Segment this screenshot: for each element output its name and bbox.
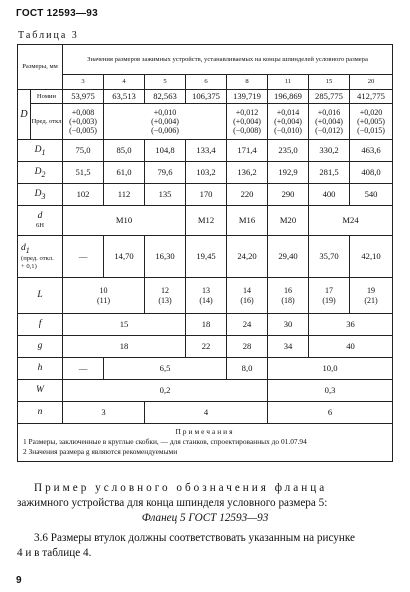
spindle-size: 4 xyxy=(104,75,145,90)
row-label-W: W xyxy=(18,380,63,402)
cell: 29,40 xyxy=(268,236,309,278)
spindle-size: 20 xyxy=(350,75,393,90)
deviation-cell xyxy=(104,104,227,140)
cell: 24,20 xyxy=(227,236,268,278)
dev-upper: +0,008 xyxy=(71,107,95,117)
dev-alt-lower: (−0,008) xyxy=(233,126,261,136)
spindle-size: 3 xyxy=(63,75,104,90)
deviation-cell xyxy=(227,104,268,140)
cell: 14 (16) xyxy=(227,278,268,314)
row-D-nominal xyxy=(18,90,393,104)
spindle-size: 11 xyxy=(268,75,309,90)
cell: 18 xyxy=(186,314,227,336)
row-g xyxy=(18,336,393,358)
cell: 36 xyxy=(309,314,393,336)
spindle-size-row xyxy=(18,75,393,90)
spindle-size: 6 xyxy=(186,75,227,90)
cell: 19 (21) xyxy=(350,278,393,314)
cell: 79,6 xyxy=(145,162,186,184)
note-1: 1 Размеры, заключенные в круглые скобки, — для станков, спроектированных до 01.07.94 xyxy=(23,436,307,446)
cell: 16,30 xyxy=(145,236,186,278)
dev-alt-upper: (+0,004) xyxy=(151,116,179,126)
cell: 6 xyxy=(268,402,393,424)
spindle-size: 8 xyxy=(227,75,268,90)
cell: 106,375 xyxy=(186,90,227,104)
row-label-D1: $D_1$ xyxy=(18,140,63,162)
cell: M16 xyxy=(227,206,268,236)
dev-alt-lower: (−0,010) xyxy=(274,126,302,136)
cell: 235,0 xyxy=(268,140,309,162)
cell: 112 xyxy=(104,184,145,206)
cell: 24 xyxy=(227,314,268,336)
row-D1 xyxy=(18,140,393,162)
cell: 135 xyxy=(145,184,186,206)
cell: 18 xyxy=(63,336,186,358)
row-label-d: d 6H xyxy=(18,206,63,236)
cell: 16 (18) xyxy=(268,278,309,314)
cell: 10,0 xyxy=(268,358,393,380)
cell: — xyxy=(63,236,104,278)
cell: 51,5 xyxy=(63,162,104,184)
table-notes xyxy=(18,424,393,462)
cell: M20 xyxy=(268,206,309,236)
row-W xyxy=(18,380,393,402)
cell: 28 xyxy=(227,336,268,358)
cell: 330,2 xyxy=(309,140,350,162)
cell: 3 xyxy=(63,402,145,424)
cell: 104,8 xyxy=(145,140,186,162)
header-row xyxy=(18,45,393,75)
cell: 408,0 xyxy=(350,162,393,184)
dev-alt-upper: (+0,004) xyxy=(274,116,302,126)
dev-upper: +0,016 xyxy=(317,107,341,117)
row-label-D3: $D_3$ xyxy=(18,184,63,206)
cell: 220 xyxy=(227,184,268,206)
dev-alt-lower: (−0,006) xyxy=(151,126,179,136)
cell: 75,0 xyxy=(63,140,104,162)
cell: M24 xyxy=(309,206,393,236)
row-label-D2: $D_2$ xyxy=(18,162,63,184)
row-f xyxy=(18,314,393,336)
cell: 103,2 xyxy=(186,162,227,184)
deviation-label: Пред. откл xyxy=(31,104,63,140)
cell: 0,2 xyxy=(63,380,268,402)
cell: 412,775 xyxy=(350,90,393,104)
cell: 171,4 xyxy=(227,140,268,162)
dev-upper: +0,012 xyxy=(235,107,259,117)
row-D3 xyxy=(18,184,393,206)
cell: 14,70 xyxy=(104,236,145,278)
notes-row xyxy=(18,424,393,462)
row-d1 xyxy=(18,236,393,278)
row-label-L: L xyxy=(18,278,63,314)
cell: 0,3 xyxy=(268,380,393,402)
row-label-D: D xyxy=(18,90,31,140)
table-caption: Таблица 3 xyxy=(18,30,79,41)
example-text: зажимного устройства для конца шпинделя условного размера 5: xyxy=(17,497,328,509)
cell: 85,0 xyxy=(104,140,145,162)
cell: 15 xyxy=(63,314,186,336)
cell: 6,5 xyxy=(104,358,227,380)
dev-alt-upper: (+0,005) xyxy=(357,116,385,126)
paragraph-3-6-cont: 4 и в таблице 4. xyxy=(17,547,92,559)
row-label-h: h xyxy=(18,358,63,380)
notes-title: Примечания xyxy=(175,427,235,436)
cell: — xyxy=(63,358,104,380)
cell: 400 xyxy=(309,184,350,206)
cell: 170 xyxy=(186,184,227,206)
cell: 61,0 xyxy=(104,162,145,184)
cell: M12 xyxy=(186,206,227,236)
dev-alt-lower: (−0,005) xyxy=(69,126,97,136)
row-label-g: g xyxy=(18,336,63,358)
cell: 12 (13) xyxy=(145,278,186,314)
cell: 63,513 xyxy=(104,90,145,104)
cell: 102 xyxy=(63,184,104,206)
cell: 290 xyxy=(268,184,309,206)
size-header: Размеры, мм xyxy=(18,45,63,90)
cell: 42,10 xyxy=(350,236,393,278)
cell: 463,6 xyxy=(350,140,393,162)
cell: M10 xyxy=(63,206,186,236)
cell: 133,4 xyxy=(186,140,227,162)
cell: 136,2 xyxy=(227,162,268,184)
deviation-cell xyxy=(309,104,350,140)
document-header: ГОСТ 12593—93 xyxy=(16,8,99,19)
dev-upper: +0,020 xyxy=(359,107,383,117)
dev-upper: +0,010 xyxy=(153,107,177,117)
note-2: 2 Значения размера g являются рекомендуемыми xyxy=(23,446,178,456)
row-h xyxy=(18,358,393,380)
cell: 285,775 xyxy=(309,90,350,104)
example-heading: Пример условного обозначения фланца xyxy=(34,482,328,494)
cell: 40 xyxy=(309,336,393,358)
row-D2 xyxy=(18,162,393,184)
dev-upper: +0,014 xyxy=(276,107,300,117)
row-label-f: f xyxy=(18,314,63,336)
row-label-d1: $d_1$ (пред. откл. + 0,1) xyxy=(18,236,63,278)
row-D-deviation xyxy=(18,104,393,140)
cell: 17 (19) xyxy=(309,278,350,314)
cell: 19,45 xyxy=(186,236,227,278)
row-L xyxy=(18,278,393,314)
cell: 540 xyxy=(350,184,393,206)
cell: 35,70 xyxy=(309,236,350,278)
dev-alt-upper: (+0,004) xyxy=(233,116,261,126)
cell: 139,719 xyxy=(227,90,268,104)
deviation-cell xyxy=(63,104,104,140)
deviation-cell xyxy=(268,104,309,140)
dev-alt-upper: (+0,003) xyxy=(69,116,97,126)
dev-alt-upper: (+0,004) xyxy=(315,116,343,126)
spindle-size: 5 xyxy=(145,75,186,90)
row-d xyxy=(18,206,393,236)
page-number: 9 xyxy=(16,575,22,586)
cell: 8,0 xyxy=(227,358,268,380)
cell: 22 xyxy=(186,336,227,358)
dev-alt-lower: (−0,015) xyxy=(357,126,385,136)
cell: 30 xyxy=(268,314,309,336)
group-header: Значения размеров зажимных устройств, устанавливаемых на концы шпинделей условного размера xyxy=(63,45,393,75)
cell: 192,9 xyxy=(268,162,309,184)
cell: 281,5 xyxy=(309,162,350,184)
cell: 82,563 xyxy=(145,90,186,104)
dimensions-table xyxy=(17,44,393,462)
cell: 13 (14) xyxy=(186,278,227,314)
cell: 53,975 xyxy=(63,90,104,104)
cell: 34 xyxy=(268,336,309,358)
spindle-size: 15 xyxy=(309,75,350,90)
dev-alt-lower: (−0,012) xyxy=(315,126,343,136)
cell: 10 (11) xyxy=(63,278,145,314)
example-designation: Фланец 5 ГОСТ 12593—93 xyxy=(141,512,269,524)
cell: 196,869 xyxy=(268,90,309,104)
nominal-label: Номин xyxy=(31,90,63,104)
row-n xyxy=(18,402,393,424)
paragraph-3-6: 3.6 Размеры втулок должны соответствовать указанным на рисунке xyxy=(34,532,355,544)
row-label-n: n xyxy=(18,402,63,424)
cell: 4 xyxy=(145,402,268,424)
deviation-cell xyxy=(350,104,393,140)
